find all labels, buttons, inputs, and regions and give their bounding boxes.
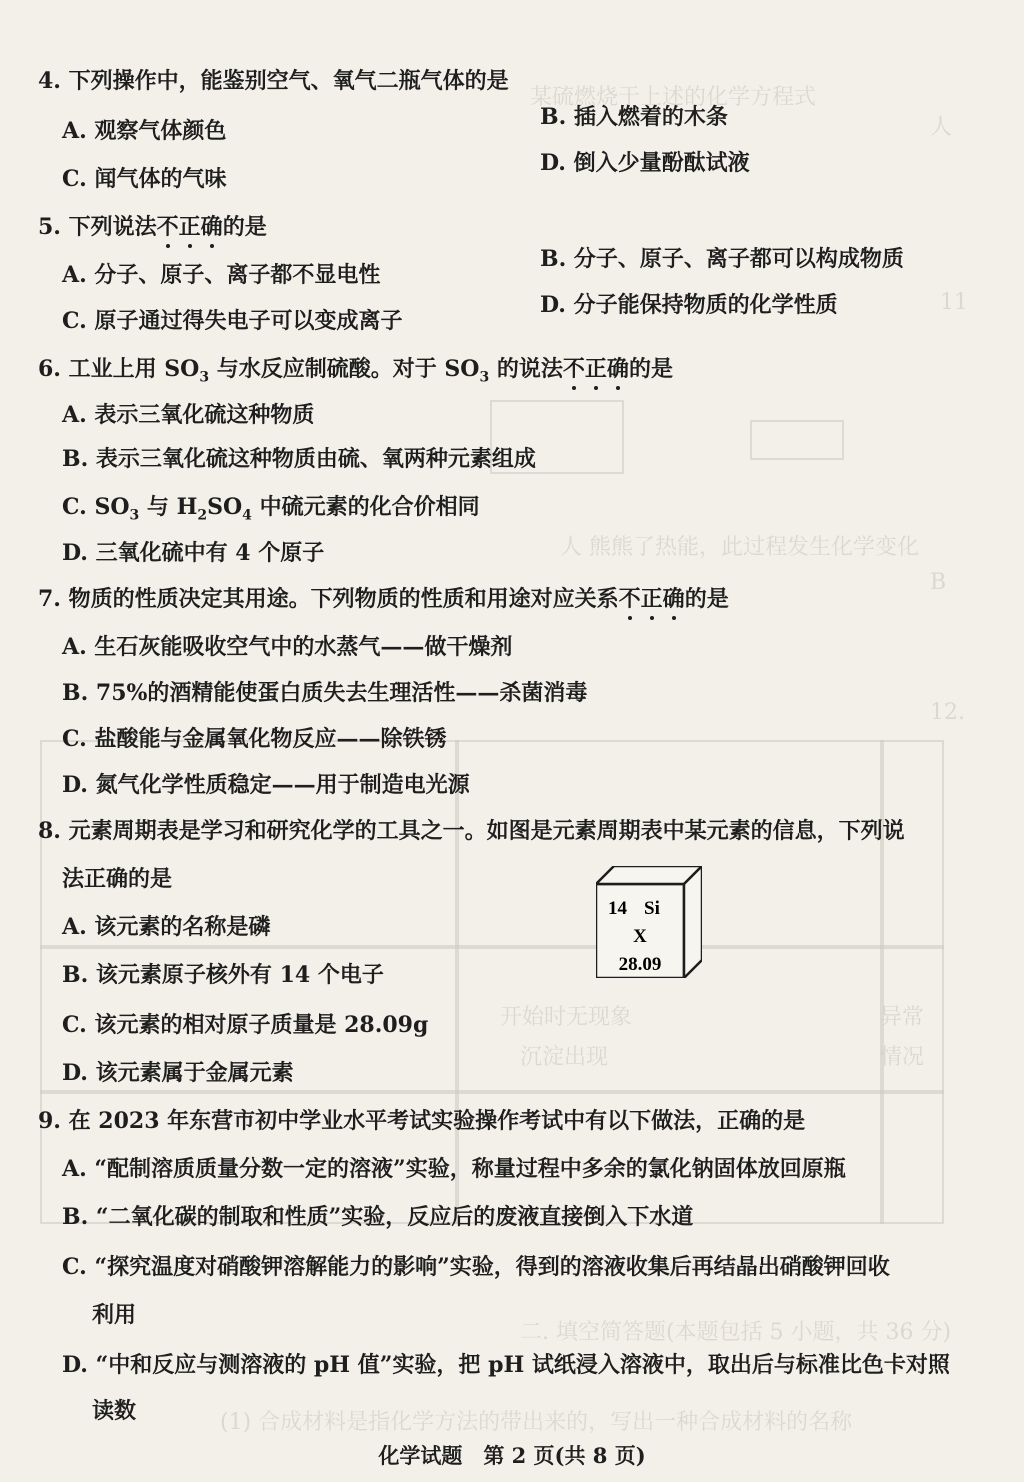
question-6-stem <box>38 354 673 392</box>
question-4-option-c: C. 闻气体的气味 <box>62 166 227 192</box>
bleed-through-box <box>750 420 844 460</box>
question-8-option-b: B. 该元素原子核外有 14 个电子 <box>62 962 384 988</box>
bleed-through-text: 人 <box>930 115 953 140</box>
question-6-option-b: B. 表示三氧化硫这种物质由硫、氧两种元素组成 <box>62 446 536 472</box>
question-9-option-d-line-2: 读数 <box>92 1398 137 1424</box>
formula-text: 与 H <box>139 494 198 520</box>
emphasis-char: 正 <box>178 214 201 240</box>
bleed-through-text: 12. <box>930 700 965 725</box>
formula-text: SO <box>207 494 243 520</box>
question-8-stem-line-2: 法正确的是 <box>62 866 173 892</box>
emphasis-char: 确 <box>606 356 629 382</box>
question-5-option-b: B. 分子、原子、离子都可以构成物质 <box>540 246 904 272</box>
question-5-option-d: D. 分子能保持物质的化学性质 <box>540 292 838 318</box>
question-4-option-d: D. 倒入少量酚酞试液 <box>540 150 750 176</box>
emphasis-char: 确 <box>662 586 685 612</box>
question-6-option-c <box>62 492 480 530</box>
question-5-option-c: C. 原子通过得失电子可以变成离子 <box>62 308 403 334</box>
emphasis-char: 不 <box>618 586 641 612</box>
question-7-option-d: D. 氮气化学性质稳定——用于制造电光源 <box>62 772 470 798</box>
question-8-stem-line-1: 8. 元素周期表是学习和研究化学的工具之一。如图是元素周期表中某元素的信息，下列说 <box>38 818 905 844</box>
question-5-stem-text: 5. 下列说法 <box>38 214 157 240</box>
page-footer: 化学试题 第 2 页(共 8 页) <box>378 1443 646 1468</box>
question-6-stem-text: 与水反应制硫酸。对于 SO <box>209 356 480 382</box>
question-7-stem-text: 7. 物质的性质决定其用途。下列物质的性质和用途对应关系 <box>38 586 619 612</box>
bleed-through-text: 异常 <box>880 1005 925 1030</box>
question-9-option-a: A. “配制溶质质量分数一定的溶液”实验，称量过程中多余的氯化钠固体放回原瓶 <box>62 1156 846 1182</box>
question-9-option-d-line-1: D. “中和反应与测溶液的 pH 值”实验，把 pH 试纸浸入溶液中，取出后与标准比色卡对照 <box>62 1352 950 1378</box>
element-symbol: Si <box>644 898 660 919</box>
bleed-through-text: 沉淀出现 <box>520 1045 609 1070</box>
question-6-option-d: D. 三氧化硫中有 4 个原子 <box>62 540 325 566</box>
question-6-stem-text: 的说法 <box>489 356 563 382</box>
bleed-through-table-row <box>40 1090 944 1094</box>
bleed-through-text: 情况 <box>880 1045 925 1070</box>
question-4-stem: 4. 下列操作中，能鉴别空气、氧气二瓶气体的是 <box>38 68 509 94</box>
question-7-option-b: B. 75%的酒精能使蛋白质失去生理活性——杀菌消毒 <box>62 680 588 706</box>
element-name: X <box>633 926 647 947</box>
question-8-option-a: A. 该元素的名称是磷 <box>62 914 271 940</box>
periodic-table-cell <box>596 866 702 978</box>
subscript: 3 <box>199 369 210 386</box>
atomic-number: 14 <box>608 898 627 919</box>
question-8-option-c: C. 该元素的相对原子质量是 28.09g <box>62 1012 429 1038</box>
question-8-option-d: D. 该元素属于金属元素 <box>62 1060 294 1086</box>
question-7-stem-end: 的是 <box>684 586 729 612</box>
bleed-through-table-row <box>40 945 944 949</box>
emphasis-char: 正 <box>584 356 607 382</box>
question-7-option-a: A. 生石灰能吸收空气中的水蒸气——做干燥剂 <box>62 634 513 660</box>
emphasis-char: 不 <box>562 356 585 382</box>
bleed-through-text: B <box>930 570 947 595</box>
atomic-mass: 28.09 <box>618 954 662 975</box>
formula-text: C. SO <box>62 494 130 520</box>
question-4-option-a: A. 观察气体颜色 <box>62 118 227 144</box>
emphasis-char: 正 <box>640 586 663 612</box>
question-9-option-b: B. “二氧化碳的制取和性质”实验，反应后的废液直接倒入下水道 <box>62 1204 694 1230</box>
question-9-option-c-line-2: 利用 <box>92 1302 137 1328</box>
subscript: 3 <box>479 369 490 386</box>
question-6-stem-end: 的是 <box>628 356 673 382</box>
question-5-stem-end: 的是 <box>222 214 267 240</box>
subscript: 4 <box>242 507 252 524</box>
subscript: 2 <box>197 507 208 524</box>
bleed-through-table-col <box>455 740 459 1224</box>
question-7-stem <box>38 584 729 614</box>
question-5-stem <box>38 212 267 242</box>
question-4-option-b: B. 插入燃着的木条 <box>540 104 728 130</box>
bleed-through-text: 某硫燃烧于上述的化学方程式 <box>530 85 817 110</box>
bleed-through-text: (1) 合成材料是指化学方法的带出来的，写出一种合成材料的名称 <box>220 1410 853 1435</box>
subscript: 3 <box>129 507 140 524</box>
bleed-through-text: 11 <box>940 290 968 315</box>
question-6-stem-text: 6. 工业上用 SO <box>38 356 200 382</box>
question-6-option-a: A. 表示三氧化硫这种物质 <box>62 402 315 428</box>
bleed-through-text: 人 熊熊了热能，此过程发生化学变化 <box>560 535 919 560</box>
bleed-through-text: 二. 填空简答题(本题包括 5 小题，共 36 分) <box>520 1320 952 1345</box>
bleed-through-text: 开始时无现象 <box>500 1005 633 1030</box>
question-9-option-c-line-1: C. “探究温度对硝酸钾溶解能力的影响”实验，得到的溶液收集后再结晶出硝酸钾回收 <box>62 1254 890 1280</box>
question-9-stem: 9. 在 2023 年东营市初中学业水平考试实验操作考试中有以下做法，正确的是 <box>38 1108 806 1134</box>
question-5-option-a: A. 分子、原子、离子都不显电性 <box>62 262 381 288</box>
question-7-option-c: C. 盐酸能与金属氧化物反应——除铁锈 <box>62 726 447 752</box>
bleed-through-table-col <box>880 740 884 1224</box>
formula-text: 中硫元素的化合价相同 <box>251 494 480 520</box>
emphasis-char: 确 <box>200 214 223 240</box>
emphasis-char: 不 <box>156 214 179 240</box>
